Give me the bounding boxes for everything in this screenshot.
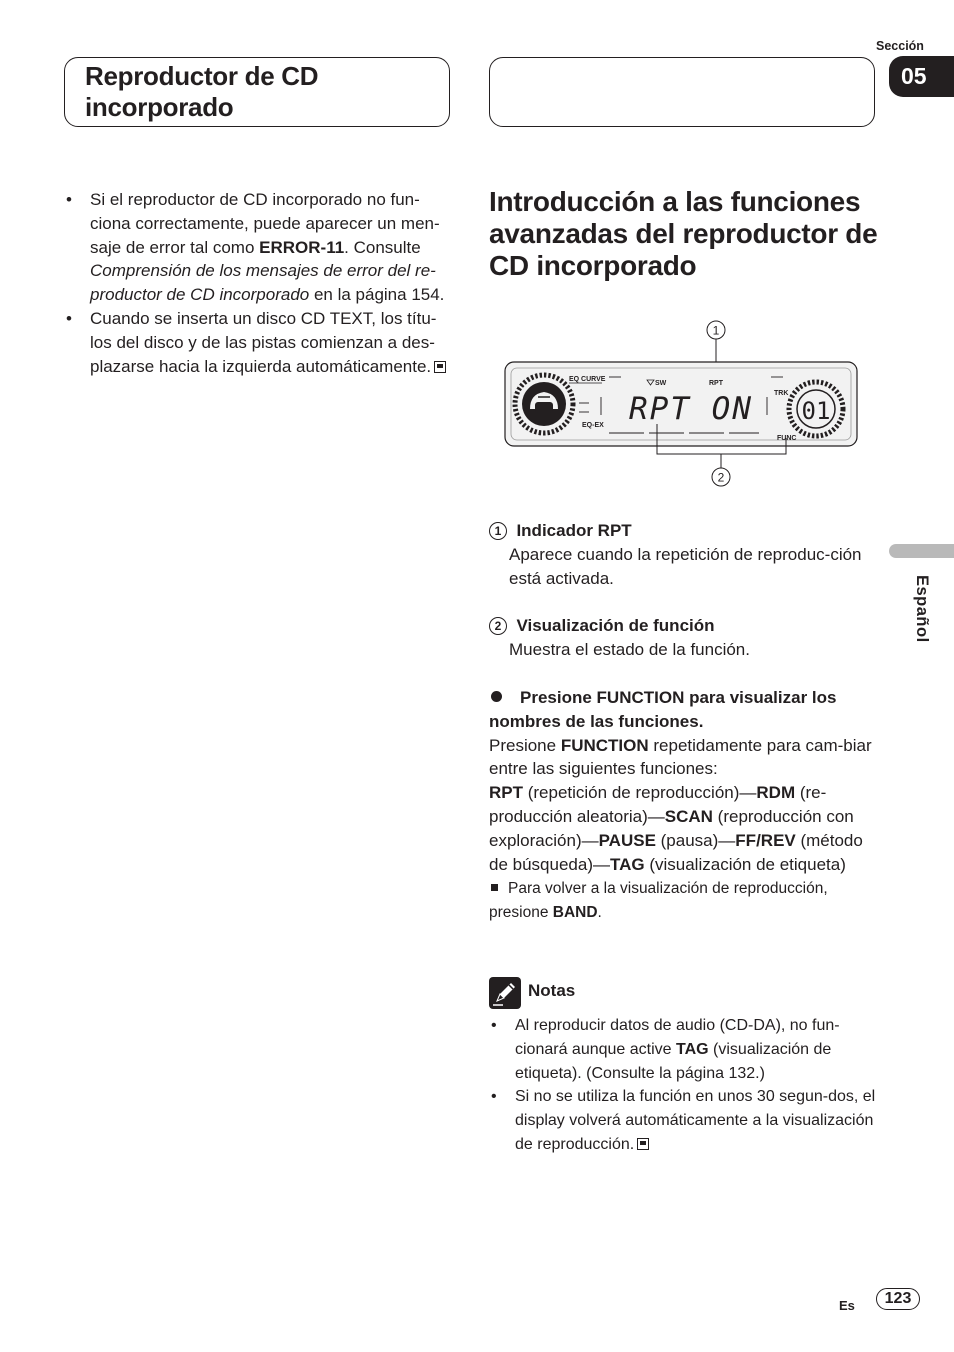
section-number-tab: 05	[889, 56, 954, 97]
language-tab-label: Español	[913, 575, 931, 643]
legend-title: Visualización de función	[516, 616, 715, 635]
legend-title: Indicador RPT	[516, 521, 632, 540]
page-number: 123	[876, 1288, 920, 1310]
bullet-text: Si el reproductor de CD incorporado no fun-ciona correctamente, puede aparecer un men-saje de error tal como	[90, 190, 440, 257]
callout-number: 1	[489, 522, 507, 540]
legend-description: Aparece cuando la repetición de reproduc-ción está activada.	[509, 544, 862, 588]
bullet-text: Cuando se inserta un disco CD TEXT, los títu-los del disco y de las pistas comienzan a des-plazarse hacia la izquierda automáticamente.	[90, 308, 437, 376]
instruction-paragraph: Presione FUNCTION repetidamente para cam-biar entre las siguientes funciones:	[489, 735, 872, 779]
empty-header-box	[489, 57, 875, 127]
seccion-label: Sección	[876, 39, 924, 53]
language-code: Es	[839, 1298, 855, 1313]
error-code: ERROR-11	[259, 237, 345, 257]
trk-label: TRK	[774, 390, 789, 397]
end-of-section-icon	[434, 361, 446, 373]
page-title: Introducción a las funciones avanzadas del reproductor de CD incorporado	[489, 186, 878, 281]
func-label: FUNC	[777, 435, 797, 442]
language-tab-bar	[889, 544, 954, 558]
eq-ex-label: EQ-EX	[582, 422, 604, 429]
end-of-section-icon	[637, 1138, 649, 1150]
list-item: • Si no se utiliza la función en unos 30 segun-dos, el display volverá automáticamente a la visualización de reproducción.	[489, 1085, 881, 1156]
callout-1-label: 1	[712, 323, 720, 338]
instruction-block	[489, 686, 879, 925]
section-title: Reproductor de CD incorporado	[85, 61, 319, 122]
legend-item-1	[489, 519, 879, 590]
square-bullet-icon	[491, 884, 498, 891]
instruction-heading: Presione FUNCTION para visualizar los nombres de las funciones.	[489, 688, 837, 731]
list-item: • Al reproducir datos de audio (CD-DA), no fun-cionará aunque active TAG (visualización de etiqueta). (Consulte la página 132.)	[489, 1014, 881, 1085]
sw-indicator: SW	[655, 380, 667, 387]
eq-curve-label: EQ CURVE	[569, 376, 606, 383]
legend-description: Muestra el estado de la función.	[509, 639, 750, 659]
list-item	[64, 188, 456, 307]
left-bullet-list	[64, 188, 456, 378]
section-header-box	[64, 57, 450, 127]
function-sequence: RPT (repetición de reproducción)—RDM (re-producción aleatoria)—SCAN (reproducción con exploración)—PAUSE (pausa)—FF/REV (método de búsqueda)—TAG (visualización de etiqueta)	[489, 783, 863, 874]
cross-reference: Comprensión de los mensajes de error del re-productor de CD incorporado	[90, 261, 436, 305]
callout-2-label: 2	[717, 470, 725, 485]
rpt-indicator: RPT	[709, 380, 723, 387]
step-bullet-icon	[491, 691, 502, 702]
list-item	[64, 307, 456, 378]
notes-heading: Notas	[528, 981, 576, 1000]
notes-pencil-icon	[489, 977, 521, 1009]
legend-item-2	[489, 614, 879, 662]
bullet-text: . Consulte	[344, 237, 421, 257]
notes-list	[489, 1014, 881, 1157]
sub-instruction: Para volver a la visualización de reproducción, presione BAND.	[489, 880, 828, 922]
bullet-text: en la página 154.	[309, 285, 445, 305]
display-main-text: RPT ON	[629, 391, 753, 427]
track-number: 01	[801, 397, 831, 425]
head-unit-display-illustration	[489, 312, 869, 492]
callout-number: 2	[489, 617, 507, 635]
